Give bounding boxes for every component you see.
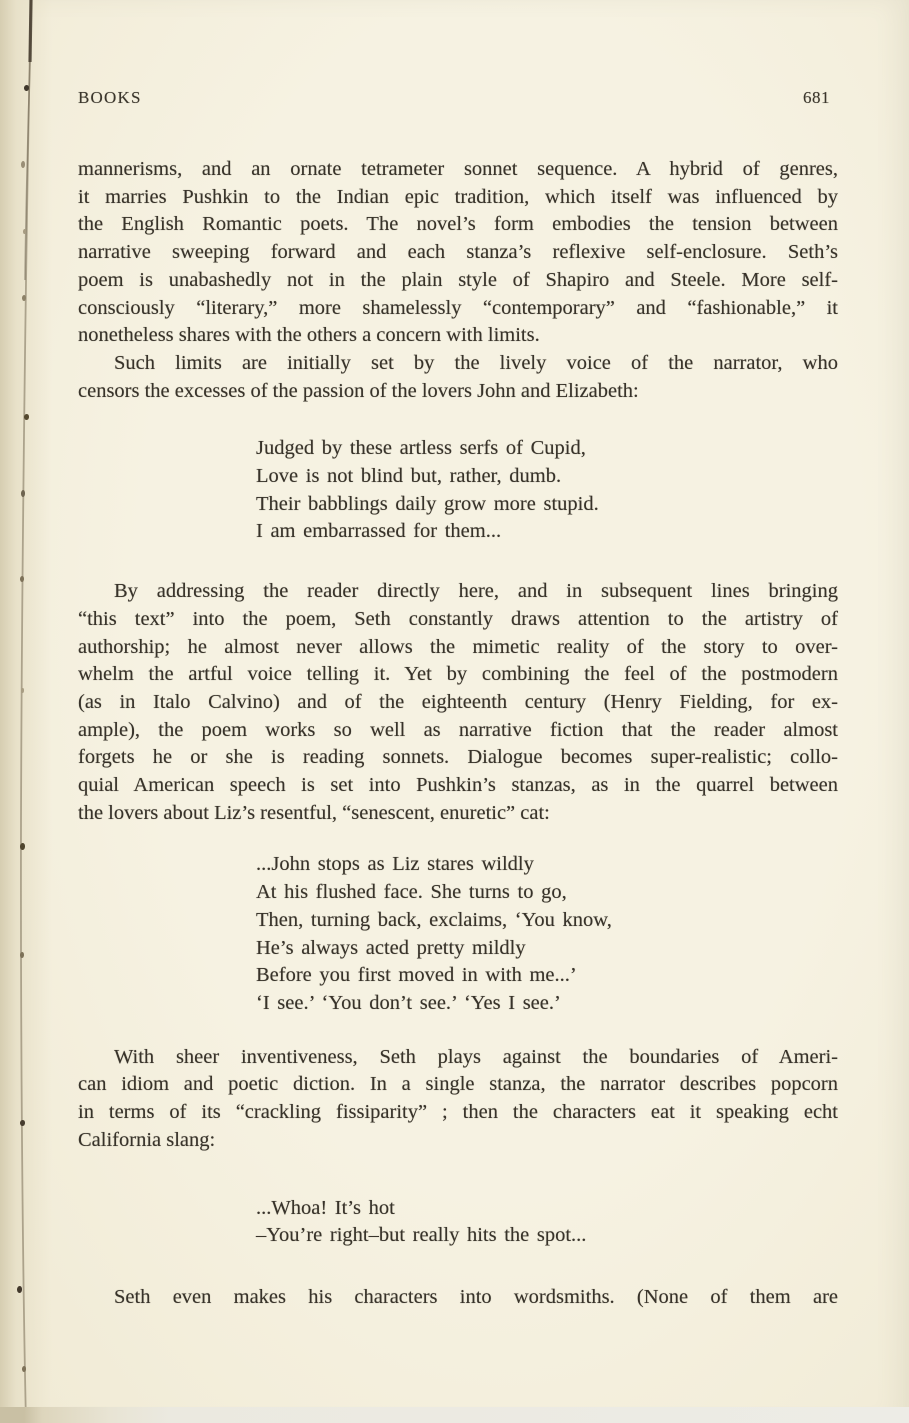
paragraph [78, 156, 838, 350]
text-line: At his flushed face. She turns to go, [256, 881, 567, 904]
text-line: nonetheless shares with the others a concern with limits. [78, 324, 540, 347]
binding-speck [22, 1366, 26, 1372]
binding-speck [23, 229, 26, 234]
text-line: in terms of its “crackling fissiparity” ; then the characters eat it speaking echt [78, 1101, 838, 1124]
verse-quote [256, 851, 838, 1017]
text-line: I am embarrassed for them... [256, 520, 502, 543]
text-line: ‘I see.’ ‘You don’t see.’ ‘Yes I see.’ [256, 991, 561, 1014]
binding-speck [24, 85, 29, 91]
running-header [78, 88, 838, 108]
binding-speck [20, 576, 24, 582]
text-line: consciously “literary,” more shamelessly “contemporary” and “fashionable,” it [78, 296, 838, 319]
binding-gutter-shadow [0, 0, 52, 1423]
text-line: can idiom and poetic diction. In a single stanza, the narrator describes popcorn [78, 1073, 838, 1096]
binding-speck [21, 161, 25, 168]
text-line: forgets he or she is reading sonnets. Dialogue becomes super-realistic; collo- [78, 746, 838, 769]
text-line: ...Whoa! It’s hot [256, 1196, 395, 1219]
binding-speck [24, 414, 29, 420]
book-binding-edge [0, 0, 60, 1423]
text-line: the English Romantic poets. The novel’s form embodies the tension between [78, 213, 838, 236]
text-line: Seth even makes his characters into wordsmiths. (None of them are [114, 1285, 838, 1308]
text-line: authorship; he almost never allows the mimetic reality of the story to over- [78, 635, 838, 658]
text-line: With sheer inventiveness, Seth plays against the boundaries of Ameri- [114, 1045, 838, 1068]
section-title: BOOKS [78, 88, 142, 107]
verse-quote [256, 435, 838, 546]
paragraph [78, 1044, 838, 1155]
binding-speck [17, 1286, 22, 1293]
text-line: By addressing the reader directly here, and in subsequent lines bringing [114, 580, 838, 603]
text-line: mannerisms, and an ornate tetrameter sonnet sequence. A hybrid of genres, [78, 158, 838, 180]
binding-speck [20, 1120, 25, 1126]
binding-speck [21, 490, 25, 497]
text-line: California slang: [78, 1128, 216, 1151]
paragraph [78, 1284, 838, 1312]
text-line: “this text” into the poem, Seth constantly draws attention to the artistry of [78, 607, 838, 630]
scan-bottom-edge [0, 1407, 909, 1423]
text-line: censors the excesses of the passion of the lovers John and Elizabeth: [78, 379, 639, 402]
binding-speck [20, 843, 25, 850]
text-line: He’s always acted pretty mildly [256, 936, 526, 959]
paragraph [78, 578, 838, 827]
text-line: Then, turning back, exclaims, ‘You know, [256, 908, 612, 931]
binding-speck [20, 952, 24, 958]
text-line: narrative sweeping forward and each stanza’s reflexive self-enclosure. Seth’s [78, 241, 838, 264]
page-content [78, 156, 838, 1312]
text-line: –You’re right–but really hits the spot... [256, 1224, 587, 1247]
text-line: ...John stops as Liz stares wildly [256, 853, 534, 876]
binding-speck [21, 688, 24, 693]
text-line: Love is not blind but, rather, dumb. [256, 465, 562, 488]
text-line: it marries Pushkin to the Indian epic tradition, which itself was influenced by [78, 185, 838, 208]
text-line: Judged by these artless serfs of Cupid, [256, 437, 586, 460]
text-line: Their babblings daily grow more stupid. [256, 492, 599, 515]
text-line: ample), the poem works so well as narrative fiction that the reader almost [78, 718, 838, 741]
text-line: Before you first moved in with me...’ [256, 964, 577, 987]
text-line: whelm the artful voice telling it. Yet by combining the feel of the postmodern [78, 663, 838, 686]
text-line: poem is unabashedly not in the plain style of Shapiro and Steele. More self- [78, 268, 838, 291]
binding-speck [22, 295, 26, 301]
paragraph [78, 350, 838, 405]
text-line: quial American speech is set into Pushkin’s stanzas, as in the quarrel between [78, 774, 838, 797]
page-number: 681 [803, 88, 830, 107]
verse-quote [256, 1195, 838, 1250]
text-line: Such limits are initially set by the lively voice of the narrator, who [114, 351, 838, 374]
text-line: the lovers about Liz’s resentful, “senescent, enuretic” cat: [78, 801, 550, 824]
text-line: (as in Italo Calvino) and of the eighteenth century (Henry Fielding, for ex- [78, 690, 838, 713]
